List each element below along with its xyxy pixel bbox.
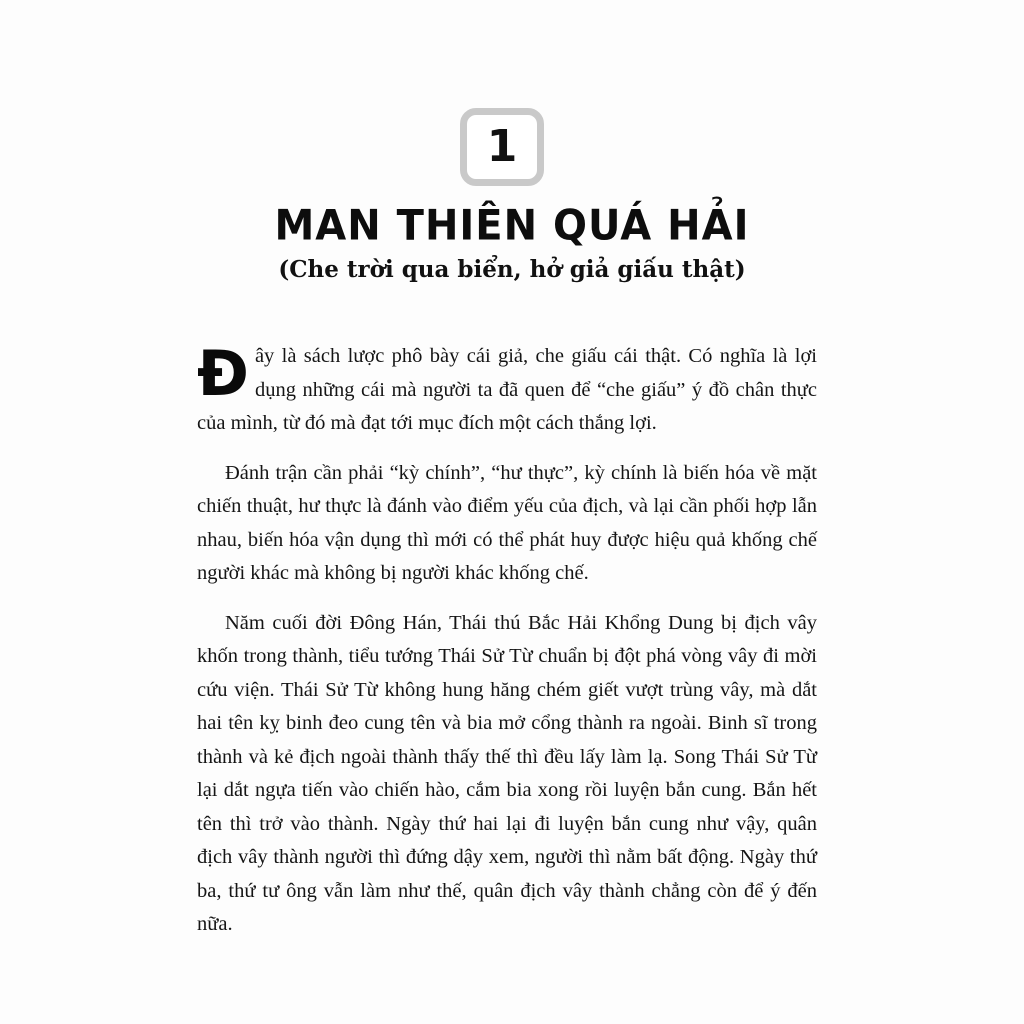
paragraph-1 [197,337,817,441]
paragraph-3: Năm cuối đời Đông Hán, Thái thú Bắc Hải Khổng Dung bị địch vây khốn trong thành, tiểu tướng Thái Sử Từ chuẩn bị đột phá vòng vây đi mời cứu viện. Thái Sử Từ không hung hăng chém giết vượt trùng vây, mà dắt hai tên kỵ binh đeo cung tên và bia mở cổng thành ra ngoài. Binh sĩ trong thành và kẻ địch ngoài thành thấy thế thì đều lấy làm lạ. Song Thái Sử Từ lại dắt ngựa tiến vào chiến hào, cắm bia xong rồi luyện bắn cung. Bắn hết tên thì trở vào thành. Ngày thứ hai lại đi luyện bắn cung như vậy, quân địch vây thành người thì đứng dậy xem, người thì nằm bất động. Ngày thứ ba, thứ tư ông vẫn làm như thế, quân địch vây thành chẳng còn để ý đến nữa. [197,611,817,935]
chapter-number: 1 [486,121,518,172]
drop-cap: Đ [197,337,249,410]
chapter-number-box [460,108,544,186]
chapter-subtitle: (Che trời qua biển, hở giả giấu thật) [278,256,746,283]
paragraph-2: Đánh trận cần phải “kỳ chính”, “hư thực”, kỳ chính là biến hóa về mặt chiến thuật, hư thực là đánh vào điểm yếu của địch, và lại cần phối hợp lẫn nhau, biến hóa vận dụng thì mới có thể phát huy được hiệu quả khống chế người khác mà không bị người khác khống chế. [197,461,817,584]
body-text [197,337,817,958]
paragraph-1-text: ây là sách lược phô bày cái giả, che giấu cái thật. Có nghĩa là lợi dụng những cái mà người ta đã quen để “che giấu” ý đồ chân thực của mình, từ đó mà đạt tới mục đích một cách thắng lợi. [197,345,817,434]
chapter-title: MAN THIÊN QUÁ HẢI [274,201,750,251]
